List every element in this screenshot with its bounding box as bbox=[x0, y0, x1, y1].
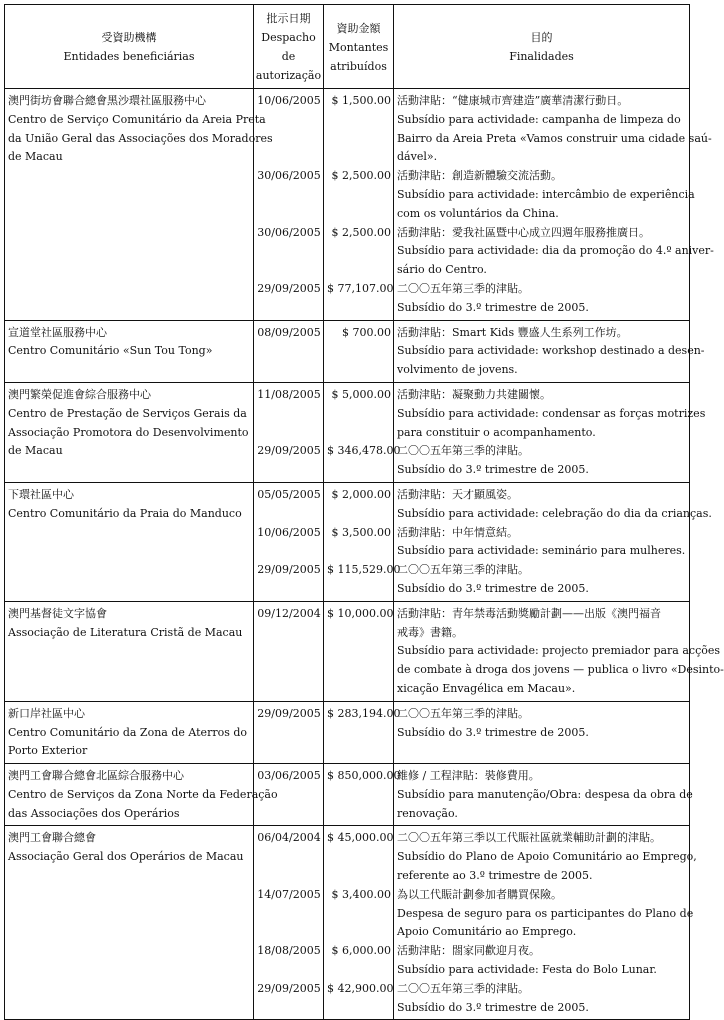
purpose-cell bbox=[394, 601, 724, 701]
amount-cell bbox=[324, 701, 401, 763]
amount-group bbox=[327, 224, 391, 280]
purpose-line: 活動津貼：“健康城市齊建造”廣華清潔行動日。 bbox=[397, 94, 629, 107]
purpose-line: xicação Envagélica em Macau». bbox=[397, 681, 576, 695]
authorization-date: 03/06/2005 bbox=[257, 769, 321, 783]
authorization-date: 29/09/2005 bbox=[257, 981, 321, 995]
purpose-line: Subsídio para actividade: intercâmbio de experiência bbox=[397, 187, 695, 201]
amount-value: $ 115,529.00 bbox=[327, 563, 401, 577]
spacer bbox=[257, 424, 321, 443]
entity-line: 宣道堂社區服務中心 bbox=[8, 325, 107, 339]
spacer bbox=[327, 905, 391, 924]
amount-group bbox=[327, 705, 401, 743]
entity-line: 新口岸社區中心 bbox=[8, 706, 85, 720]
purpose-line: Subsídio para actividade: celebração do dia da crianças. bbox=[397, 506, 712, 520]
purpose-line: Subsídio do 3.º trimestre de 2005. bbox=[397, 463, 589, 477]
spacer bbox=[327, 299, 391, 318]
entity-cell bbox=[5, 764, 278, 826]
table-row bbox=[5, 89, 690, 321]
spacer bbox=[257, 624, 321, 643]
date-cell bbox=[254, 382, 324, 482]
amount-group bbox=[327, 561, 401, 599]
amount-value: $ 10,000.00 bbox=[327, 606, 394, 620]
header-amount-pt-1: Montantes bbox=[328, 40, 389, 54]
spacer bbox=[257, 867, 321, 886]
spacer bbox=[257, 342, 321, 361]
purpose-line: Subsídio para actividade: campanha de limpeza do bbox=[397, 112, 681, 126]
date-cell bbox=[254, 826, 324, 1020]
entity-cell bbox=[5, 382, 254, 482]
amount-value: $ 45,000.00 bbox=[327, 831, 394, 845]
purpose-item bbox=[397, 92, 712, 167]
date-group bbox=[257, 829, 321, 885]
header-purpose-zh: 目的 bbox=[530, 31, 553, 44]
purpose-line: Subsídio para manutenção/Obra: despesa da obra de bbox=[397, 787, 693, 801]
amount-value: $ 3,400.00 bbox=[331, 887, 391, 901]
purpose-line: 維修 / 工程津貼：裝修費用。 bbox=[397, 769, 540, 783]
purpose-item bbox=[397, 224, 714, 280]
date-group bbox=[257, 167, 321, 223]
purpose-line: 活動津貼：凝聚動力共建關懷。 bbox=[397, 387, 551, 401]
spacer bbox=[257, 848, 321, 867]
date-cell bbox=[254, 601, 324, 701]
header-amount bbox=[324, 5, 394, 89]
amount-value: $ 77,107.00 bbox=[327, 281, 394, 295]
amount-value: $ 6,000.00 bbox=[331, 944, 391, 958]
purpose-line: dável». bbox=[397, 150, 438, 164]
spacer bbox=[257, 905, 321, 924]
spacer bbox=[257, 148, 321, 167]
spacer bbox=[327, 642, 391, 661]
entity-line: Centro Comunitário «Sun Tou Tong» bbox=[8, 344, 213, 358]
date-group bbox=[257, 280, 321, 318]
date-group bbox=[257, 705, 321, 743]
amount-cell bbox=[324, 764, 401, 826]
purpose-line: 活動津貼：Smart Kids 豐盛人生系列工作坊。 bbox=[397, 325, 628, 339]
authorization-date: 05/05/2005 bbox=[257, 487, 321, 501]
spacer bbox=[327, 961, 391, 980]
entity-line: 下環社區中心 bbox=[8, 487, 74, 501]
purpose-line: renovação. bbox=[397, 806, 458, 820]
spacer bbox=[327, 424, 391, 443]
entity-line: das Associações dos Operários bbox=[8, 806, 180, 820]
purpose-line: Subsídio para actividade: condensar as forças motrizes bbox=[397, 406, 706, 420]
amount-group bbox=[327, 524, 391, 562]
purpose-line: 活動津貼：青年禁毒活動獎勵計劃——出版《澳門福音 bbox=[397, 606, 661, 620]
spacer bbox=[327, 680, 391, 699]
table-row bbox=[5, 482, 690, 601]
amount-group bbox=[327, 980, 394, 1018]
entity-line: da União Geral das Associações dos Moradores bbox=[8, 131, 273, 145]
purpose-item bbox=[397, 167, 695, 223]
purpose-line: Subsídio para actividade: workshop destinado a desen- bbox=[397, 344, 705, 358]
spacer bbox=[257, 642, 321, 661]
purpose-line: 二〇〇五年第三季的津貼。 bbox=[397, 281, 529, 295]
purpose-item bbox=[397, 324, 705, 380]
table-row bbox=[5, 382, 690, 482]
amount-value: $ 2,500.00 bbox=[331, 169, 391, 183]
purpose-cell bbox=[394, 701, 690, 763]
purpose-line: 活動津貼：愛我社區暨中心成立四週年服務推廣日。 bbox=[397, 225, 650, 239]
purpose-line: Subsídio do 3.º trimestre de 2005. bbox=[397, 300, 589, 314]
purpose-cell bbox=[394, 320, 705, 382]
table-row bbox=[5, 764, 690, 826]
table-row bbox=[5, 601, 690, 701]
spacer bbox=[327, 405, 391, 424]
amount-cell bbox=[324, 482, 401, 601]
spacer bbox=[327, 342, 391, 361]
entity-line: 澳門街坊會聯合總會黑沙環社區服務中心 bbox=[8, 94, 206, 107]
amount-group bbox=[327, 167, 391, 223]
entity-line: 澳門基督徒文字協會 bbox=[8, 606, 107, 620]
purpose-line: Subsídio do 3.º trimestre de 2005. bbox=[397, 1000, 589, 1014]
purpose-line: 活動津貼：創造新體驗交流活動。 bbox=[397, 169, 562, 183]
purpose-line: Subsídio do Plano de Apoio Comunitário ao Emprego, bbox=[397, 850, 697, 864]
purpose-line: 戒毒》書籍。 bbox=[397, 625, 463, 639]
spacer bbox=[257, 805, 321, 824]
spacer bbox=[327, 661, 391, 680]
purpose-item bbox=[397, 980, 687, 1018]
entity-line: Centro de Prestação de Serviços Gerais da bbox=[8, 406, 247, 420]
table-row bbox=[5, 826, 690, 1020]
purpose-line: Subsídio para actividade: dia da promoção do 4.º aniver- bbox=[397, 244, 714, 258]
spacer bbox=[257, 580, 321, 599]
date-group bbox=[257, 386, 321, 442]
purpose-line: 二〇〇五年第三季的津貼。 bbox=[397, 563, 529, 577]
purpose-line: Apoio Comunitário ao Emprego. bbox=[397, 925, 577, 939]
purpose-item bbox=[397, 605, 724, 699]
entity-cell bbox=[5, 89, 273, 321]
date-group bbox=[257, 605, 321, 699]
spacer bbox=[257, 542, 321, 561]
amount-value: $ 2,000.00 bbox=[331, 487, 391, 501]
spacer bbox=[257, 111, 321, 130]
amount-group bbox=[327, 829, 394, 885]
entity-cell bbox=[5, 482, 254, 601]
purpose-line: sário do Centro. bbox=[397, 263, 487, 277]
amount-value: $ 700.00 bbox=[342, 325, 391, 339]
amount-value: $ 42,900.00 bbox=[327, 981, 394, 995]
amount-group bbox=[327, 324, 391, 380]
spacer bbox=[327, 923, 391, 942]
amount-group bbox=[327, 486, 391, 524]
purpose-line: referente ao 3.º trimestre de 2005. bbox=[397, 869, 593, 883]
amount-value: $ 3,500.00 bbox=[331, 525, 391, 539]
purpose-line: Subsídio do 3.º trimestre de 2005. bbox=[397, 581, 589, 595]
spacer bbox=[257, 405, 321, 424]
purpose-line: 二〇〇五年第三季的津貼。 bbox=[397, 981, 529, 995]
purpose-cell bbox=[394, 764, 693, 826]
table-body bbox=[5, 89, 724, 1020]
date-group bbox=[257, 524, 321, 562]
amount-value: $ 850,000.00 bbox=[327, 769, 401, 783]
entity-line: Associação Promotora do Desenvolvimento bbox=[8, 425, 249, 439]
amount-group bbox=[327, 92, 391, 167]
purpose-line: 活動津貼：閤家同歡迎月夜。 bbox=[397, 944, 540, 958]
table-row bbox=[5, 701, 690, 763]
header-date-zh: 批示日期 bbox=[266, 12, 311, 25]
purpose-cell bbox=[394, 482, 712, 601]
purpose-line: Despesa de seguro para os participantes do Plano de bbox=[397, 906, 694, 920]
entity-line: Centro de Serviço Comunitário da Areia Preta bbox=[8, 112, 266, 126]
authorization-date: 06/04/2004 bbox=[257, 831, 321, 845]
purpose-line: 二〇〇五年第三季的津貼。 bbox=[397, 706, 529, 720]
header-purpose-pt: Finalidades bbox=[509, 50, 574, 63]
purpose-item bbox=[397, 829, 697, 885]
header-date-pt-2: autorização bbox=[255, 69, 322, 82]
authorization-date: 18/08/2005 bbox=[257, 944, 321, 958]
purpose-line: volvimento de jovens. bbox=[397, 363, 518, 377]
entity-line: Centro de Serviços da Zona Norte da Federação bbox=[8, 787, 278, 801]
purpose-item bbox=[397, 886, 694, 942]
entity-line: Centro Comunitário da Praia do Manduco bbox=[8, 506, 242, 520]
entity-line: 澳門工會聯合總會北區綜合服務中心 bbox=[8, 769, 184, 783]
purpose-line: de combate à droga dos jovens — publica o livro «Desinto- bbox=[397, 663, 724, 677]
amount-value: $ 5,000.00 bbox=[331, 387, 391, 401]
purpose-line: 二〇〇五年第三季以工代賑社區就業輔助計劃的津貼。 bbox=[397, 831, 661, 845]
purpose-line: 二〇〇五年第三季的津貼。 bbox=[397, 444, 529, 458]
spacer bbox=[257, 242, 321, 261]
authorization-date: 29/09/2005 bbox=[257, 444, 321, 458]
spacer bbox=[257, 505, 321, 524]
spacer bbox=[257, 261, 321, 280]
spacer bbox=[257, 186, 321, 205]
date-cell bbox=[254, 482, 324, 601]
spacer bbox=[327, 205, 391, 224]
date-group bbox=[257, 486, 321, 524]
amount-group bbox=[327, 605, 394, 699]
entity-line: Centro Comunitário da Zona de Aterros do bbox=[8, 725, 248, 739]
amount-value: $ 283,194.00 bbox=[327, 706, 401, 720]
header-date-pt-1: Despacho de bbox=[261, 31, 316, 63]
purpose-item bbox=[397, 280, 687, 318]
entity-line: Associação de Literatura Cristã de Macau bbox=[8, 625, 243, 639]
header-amount-zh: 資助金額 bbox=[336, 21, 381, 35]
spacer bbox=[257, 205, 321, 224]
purpose-line: Subsídio do 3.º trimestre de 2005. bbox=[397, 725, 589, 739]
authorization-date: 08/09/2005 bbox=[257, 325, 321, 339]
spacer bbox=[327, 848, 391, 867]
spacer bbox=[257, 724, 321, 743]
entity-line: 澳門繁榮促進會綜合服務中心 bbox=[8, 387, 151, 401]
authorization-date: 30/06/2005 bbox=[257, 225, 321, 239]
spacer bbox=[257, 923, 321, 942]
entity-cell bbox=[5, 601, 254, 701]
authorization-date: 10/06/2005 bbox=[257, 94, 321, 107]
spacer bbox=[327, 130, 391, 149]
amount-group bbox=[327, 767, 401, 823]
spacer bbox=[327, 786, 391, 805]
entity-cell bbox=[5, 320, 254, 382]
header-amount-pt-2: atribuídos bbox=[330, 59, 387, 73]
date-cell bbox=[254, 701, 324, 763]
entity-line: Associação Geral dos Operários de Macau bbox=[8, 850, 244, 864]
amount-group bbox=[327, 386, 391, 442]
date-cell bbox=[254, 320, 324, 382]
purpose-line: 為以工代賑計劃參加者購買保險。 bbox=[397, 887, 562, 901]
purpose-item bbox=[397, 386, 706, 442]
spacer bbox=[327, 505, 391, 524]
purpose-item bbox=[397, 942, 687, 980]
purpose-item bbox=[397, 486, 712, 524]
header-date bbox=[254, 5, 324, 89]
spacer bbox=[327, 111, 391, 130]
spacer bbox=[327, 261, 391, 280]
purpose-item bbox=[397, 767, 693, 823]
spacer bbox=[327, 580, 391, 599]
entity-line: 澳門工會聯合總會 bbox=[8, 831, 96, 845]
amount-cell bbox=[324, 89, 394, 321]
entity-cell bbox=[5, 701, 254, 763]
spacer bbox=[327, 624, 391, 643]
entity-line: de Macau bbox=[8, 444, 63, 458]
entity-line: Porto Exterior bbox=[8, 744, 88, 758]
header-entity bbox=[5, 5, 254, 89]
purpose-item bbox=[397, 442, 687, 480]
amount-group bbox=[327, 886, 391, 942]
amount-value: $ 2,500.00 bbox=[331, 225, 391, 239]
amount-value: $ 346,478.00 bbox=[327, 444, 401, 458]
header-row bbox=[5, 5, 690, 89]
header-entity-pt: Entidades beneficiárias bbox=[63, 50, 195, 63]
purpose-line: com os voluntários da China. bbox=[397, 206, 559, 220]
purpose-item bbox=[397, 561, 687, 599]
authorization-date: 29/09/2005 bbox=[257, 706, 321, 720]
header-entity-zh: 受資助機構 bbox=[101, 31, 157, 44]
spacer bbox=[257, 461, 321, 480]
purpose-item bbox=[397, 524, 687, 562]
spacer bbox=[257, 361, 321, 380]
date-group bbox=[257, 224, 321, 280]
purpose-line: Subsídio para actividade: Festa do Bolo Lunar. bbox=[397, 963, 657, 977]
spacer bbox=[327, 999, 391, 1018]
spacer bbox=[257, 961, 321, 980]
amount-group bbox=[327, 442, 401, 480]
purpose-cell bbox=[394, 382, 706, 482]
authorization-date: 29/09/2005 bbox=[257, 563, 321, 577]
entity-line: de Macau bbox=[8, 150, 63, 164]
date-group bbox=[257, 92, 321, 167]
spacer bbox=[327, 461, 391, 480]
entity-cell bbox=[5, 826, 254, 1020]
date-group bbox=[257, 980, 321, 1018]
date-group bbox=[257, 942, 321, 980]
amount-cell bbox=[324, 826, 394, 1020]
purpose-line: Subsídio para actividade: seminário para mulheres. bbox=[397, 544, 686, 558]
spacer bbox=[327, 867, 391, 886]
authorization-date: 11/08/2005 bbox=[257, 387, 321, 401]
date-group bbox=[257, 324, 321, 380]
authorization-date: 10/06/2005 bbox=[257, 525, 321, 539]
spacer bbox=[327, 148, 391, 167]
purpose-line: Bairro da Areia Preta «Vamos construir uma cidade saú- bbox=[397, 131, 712, 145]
date-group bbox=[257, 886, 321, 942]
amount-value: $ 1,500.00 bbox=[331, 94, 391, 107]
authorization-date: 14/07/2005 bbox=[257, 887, 321, 901]
date-group bbox=[257, 442, 321, 480]
spacer bbox=[257, 661, 321, 680]
spacer bbox=[257, 680, 321, 699]
spacer bbox=[327, 186, 391, 205]
amount-cell bbox=[324, 382, 401, 482]
purpose-line: Subsídio para actividade: projecto premiador para acções bbox=[397, 644, 721, 658]
spacer bbox=[327, 724, 391, 743]
spacer bbox=[327, 542, 391, 561]
purpose-line: 活動津貼：中年情意結。 bbox=[397, 525, 518, 539]
spacer bbox=[257, 999, 321, 1018]
authorization-date: 30/06/2005 bbox=[257, 169, 321, 183]
spacer bbox=[327, 805, 391, 824]
date-group bbox=[257, 561, 321, 599]
subsidy-table bbox=[4, 4, 724, 1020]
authorization-date: 09/12/2004 bbox=[257, 606, 321, 620]
spacer bbox=[327, 361, 391, 380]
spacer bbox=[327, 242, 391, 261]
header-purpose bbox=[394, 5, 690, 89]
authorization-date: 29/09/2005 bbox=[257, 281, 321, 295]
table-row bbox=[5, 320, 690, 382]
purpose-line: para constituir o acompanhamento. bbox=[397, 425, 596, 439]
purpose-cell bbox=[394, 89, 714, 321]
purpose-cell bbox=[394, 826, 697, 1020]
amount-group bbox=[327, 942, 391, 980]
amount-cell bbox=[324, 320, 394, 382]
spacer bbox=[257, 299, 321, 318]
amount-cell bbox=[324, 601, 394, 701]
amount-group bbox=[327, 280, 394, 318]
purpose-item bbox=[397, 705, 687, 743]
purpose-line: 活動津貼：天才顯風姿。 bbox=[397, 487, 518, 501]
